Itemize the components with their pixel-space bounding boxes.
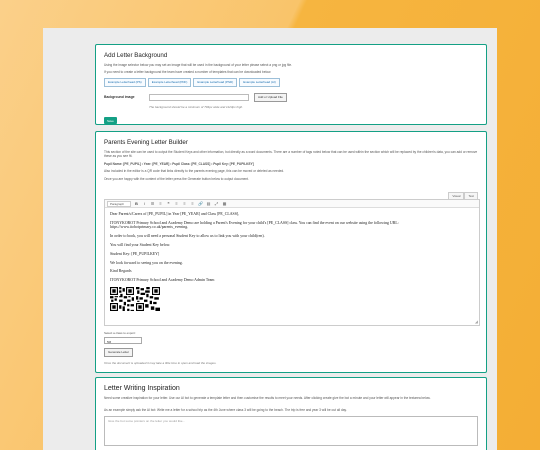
letter-inspiration-panel [95, 377, 487, 450]
italic-icon[interactable]: I [143, 200, 146, 206]
numbered-list-icon[interactable]: ≡ [159, 200, 162, 206]
paragraph-format-select[interactable]: Paragraph [107, 201, 131, 207]
inspiration-desc: Need some creative inspiration for your letter. Use our AI bot to generate a template letter and then customise the results to meet your needs. After clicking create give the bot a minute and your letter will appear in the textarea below. [104, 396, 431, 400]
letter-line: ITONYKOROT Primary School and Academy Demo are holding a Parent's Evening for your child's [PE_CLASS] class. You can find the event on our website using the following URL: https://www.itobotprimary.co.uk/parents_evening. [110, 220, 399, 230]
screen [43, 28, 497, 450]
inspiration-panel-title: Letter Writing Inspiration [104, 385, 180, 392]
template-psd-button[interactable]: Example Letterhead (PSD) [193, 78, 237, 87]
toolbar-toggle-icon[interactable]: ▦ [222, 200, 227, 206]
letter-line: Kind Regards [110, 269, 132, 274]
bullet-list-icon[interactable]: ☰ [150, 200, 155, 206]
upload-file-button[interactable]: Add or Upload File [254, 93, 287, 102]
save-button[interactable]: Save [104, 117, 117, 124]
letter-line: In order to book, you will need a personal Student Key to allow us to link you with your child(ren). [110, 234, 265, 239]
letter-builder-panel [95, 131, 487, 373]
background-panel-desc: Using the image selector below you may set an image that will be used in the background of your letter please select a png or jpg file. [104, 63, 292, 67]
align-center-icon[interactable]: ≡ [183, 200, 186, 206]
template-buttons [104, 78, 478, 87]
more-icon[interactable]: ▤ [206, 200, 211, 206]
qr-code-image[interactable] [110, 287, 162, 311]
template-ps-button[interactable]: Example Letterhead (PS) [104, 78, 146, 87]
builder-desc-3: Once you are happy with the content of the letter press the Generate button below to output document. [104, 176, 249, 181]
editor-toolbar [105, 200, 479, 208]
background-image-row [104, 93, 478, 102]
template-ai-button[interactable]: Example Letterhead (AI) [239, 78, 280, 87]
inspiration-prompt-textarea[interactable]: Give the bot some pointers on the letter you would like... [104, 416, 478, 446]
link-icon[interactable]: 🔗 [198, 200, 203, 206]
letter-line: Student Key: [PE_PUPILKEY] [110, 251, 160, 256]
background-panel-desc-2: If you need to create a letter background the team have created a number of templates that can be downloaded below. [104, 70, 272, 75]
bold-icon[interactable]: B [135, 200, 138, 206]
letter-line: ITONYKOROT Primary School and Academy Demo Admin Team [110, 278, 215, 283]
generate-letter-button[interactable]: Generate Letter [104, 348, 133, 357]
align-right-icon[interactable]: ≡ [191, 200, 194, 206]
template-pdf-button[interactable]: Example Letterhead (PDF) [148, 78, 192, 87]
letter-line: Dear Parent/s/Carers of [PE_PUPIL] in Year [PE_YEAR] and Class [PE_CLASS], [110, 212, 240, 216]
background-panel-title: Add Letter Background [104, 52, 168, 59]
align-left-icon[interactable]: ≡ [175, 200, 178, 206]
tab-visual[interactable]: Visual [448, 192, 464, 200]
builder-desc: This section of the site can be used to output the Student Keys and other information, but directly as a word documents. There are a number of tags noted below that can be used within the section which will be replaced by the children's data, you can add or remove these as you see fit. [104, 150, 478, 159]
inspiration-desc-2: As an example simply ask the AI bot: Write me a letter for a school trip as the 4th June where class 3 will be going to the beach. The trip is free and year 3 will be out all day. [104, 407, 347, 412]
qr-code-icon [110, 287, 134, 311]
letter-line: We look forward to seeing you on the evening. [110, 260, 183, 265]
background-help-text: The background should be a minimum of 794px wide and 1123px high. [149, 104, 244, 109]
resize-handle-icon[interactable]: ◢ [474, 319, 478, 324]
generate-note: Once the document is uploaded it may take a little time to open and load the images. [104, 361, 217, 365]
blockquote-icon[interactable]: ❝ [167, 200, 170, 206]
background-image-label: Background image [104, 95, 135, 100]
background-image-input[interactable] [149, 94, 249, 101]
builder-panel-title: Parents Evening Letter Builder [104, 139, 188, 146]
class-select[interactable]: 5M [104, 337, 142, 344]
builder-tags: Pupil Name: [PE_PUPIL] • Year: [PE_YEAR] • Pupil Class: [PE_CLASS] • Pupil Key: [PE_PUPILKEY] [104, 161, 254, 166]
qr-code-icon [136, 287, 160, 311]
letter-editor[interactable] [104, 199, 480, 326]
letter-background-panel [95, 44, 487, 125]
builder-desc-2: Also included in the editor is a QR code that links directly to the parents evening page, this can be moved or deleted as needed. [104, 169, 285, 174]
letter-content[interactable] [105, 208, 479, 315]
class-select-label: Select a class to export: [104, 331, 136, 335]
tab-text[interactable]: Text [464, 192, 478, 200]
fullscreen-icon[interactable]: ⤢ [214, 200, 219, 206]
letter-line: You will find your Student Key below. [110, 242, 171, 247]
